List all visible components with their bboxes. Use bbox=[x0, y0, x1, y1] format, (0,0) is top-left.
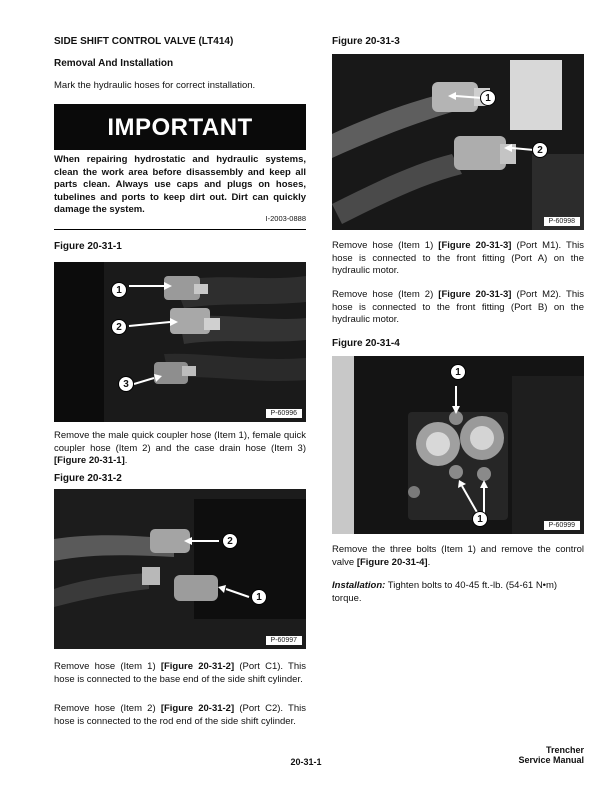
callout-1: 1 bbox=[450, 364, 466, 380]
figure-photo bbox=[332, 54, 584, 230]
figure-photo bbox=[332, 356, 584, 534]
photo-id: P-60998 bbox=[544, 217, 580, 226]
footer-line2: Service Manual bbox=[518, 755, 584, 765]
important-rule bbox=[54, 229, 306, 230]
para-remove-hose-m1: Remove hose (Item 1) [Figure 20-31-3] (Port M1). This hose is connected to the front fitting (Port A) on the hydraulic motor. bbox=[332, 240, 585, 276]
intro-text: Mark the hydraulic hoses for correct installation. bbox=[54, 80, 256, 91]
figure-title: Figure 20-31-1 bbox=[54, 241, 122, 252]
callout-2: 2 bbox=[222, 533, 238, 549]
callout-2: 2 bbox=[532, 142, 548, 158]
figure-title: Figure 20-31-4 bbox=[332, 338, 400, 349]
para-installation: Installation: Tighten bolts to 40-45 ft.-lb. (54-61 N•m) torque. bbox=[332, 580, 558, 604]
para-remove-hose-m2: Remove hose (Item 2) [Figure 20-31-3] (Port M2). This hose is connected to the front fitting (Port B) on the hydraulic motor. bbox=[332, 289, 585, 325]
para-remove-hose-c1: Remove hose (Item 1) [Figure 20-31-2] (Port C1). This hose is connected to the base end of the side shift cylinder. bbox=[54, 661, 306, 685]
callout-1: 1 bbox=[111, 282, 127, 298]
callout-1: 1 bbox=[472, 511, 488, 527]
footer-manual-title bbox=[518, 745, 584, 765]
page-number: 20-31-1 bbox=[290, 757, 322, 767]
photo-id: P-60997 bbox=[266, 636, 302, 645]
important-body: When repairing hydrostatic and hydraulic systems, clean the work area before disassembly and keep all parts clean. Always use caps and plugs on hoses, tubelines and ports to keep dirt out. Dirt can quickly damage the system. bbox=[54, 154, 306, 215]
para-remove-hose-c2: Remove hose (Item 2) [Figure 20-31-2] (Port C2). This hose is connected to the rod end of the side shift cylinder. bbox=[54, 703, 306, 727]
figure-photo bbox=[54, 489, 306, 649]
figure-photo bbox=[54, 262, 306, 422]
footer-line1: Trencher bbox=[545, 745, 584, 755]
para-remove-bolts: Remove the three bolts (Item 1) and remove the control valve [Figure 20-31-4]. bbox=[332, 544, 584, 568]
callout-3: 3 bbox=[118, 376, 134, 392]
photo-id: P-60996 bbox=[266, 409, 302, 418]
para-remove-coupler-hoses: Remove the male quick coupler hose (Item 1), female quick coupler hose (Item 2) and the case drain hose (Item 3) [Figure 20-31-1]. bbox=[54, 430, 306, 466]
callout-1: 1 bbox=[480, 90, 496, 106]
callout-1: 1 bbox=[251, 589, 267, 605]
section-title: SIDE SHIFT CONTROL VALVE (LT414) bbox=[54, 36, 234, 47]
important-code: I-2003-0888 bbox=[265, 214, 306, 223]
figure-title: Figure 20-31-2 bbox=[54, 473, 122, 484]
photo-id: P-60999 bbox=[544, 521, 580, 530]
callout-2: 2 bbox=[111, 319, 127, 335]
important-header: IMPORTANT bbox=[54, 104, 306, 150]
subsection-title: Removal And Installation bbox=[54, 58, 174, 69]
figure-title: Figure 20-31-3 bbox=[332, 36, 400, 47]
